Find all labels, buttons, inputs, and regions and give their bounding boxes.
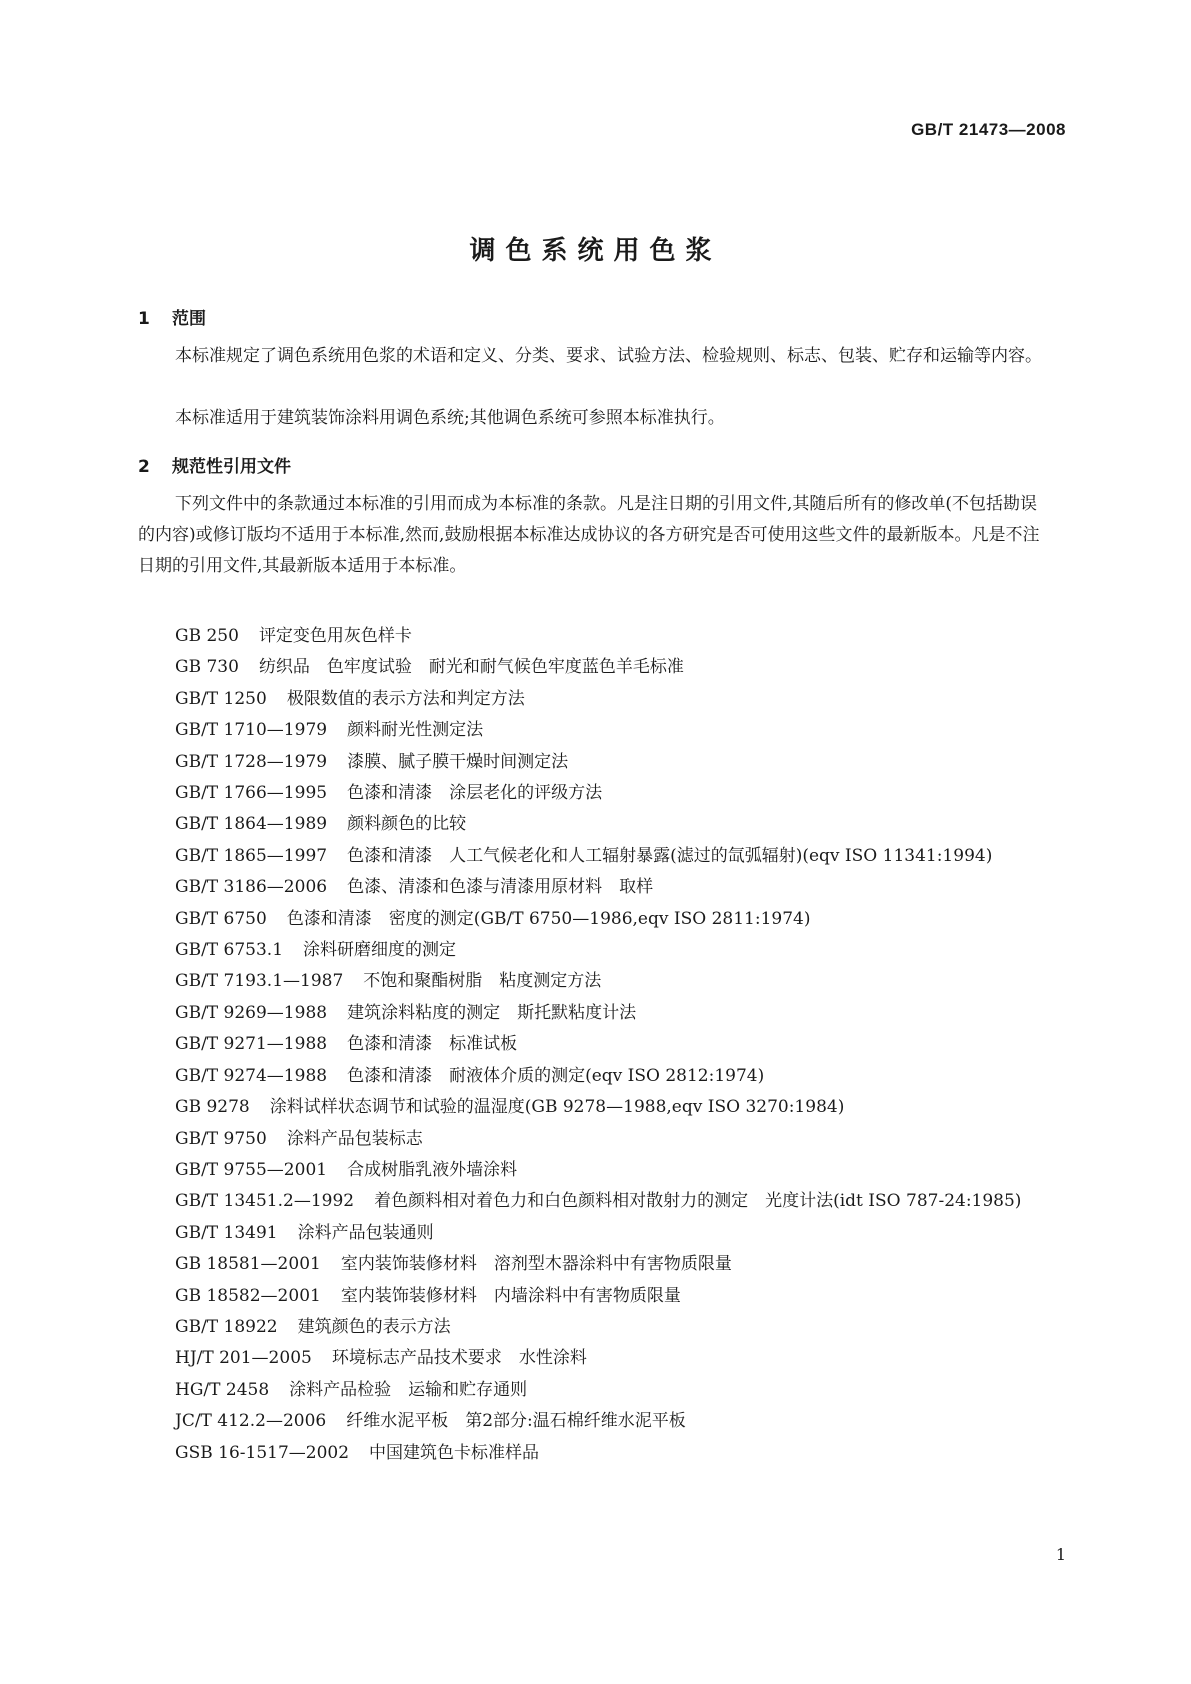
reference-code: GB/T 13491 <box>175 1222 278 1243</box>
reference-code: GB/T 9271—1988 <box>175 1034 328 1055</box>
reference-code: GB 250 <box>175 626 239 646</box>
reference-code: HJ/T 201—2005 <box>175 1348 312 1369</box>
reference-code: GB/T 6753.1 <box>175 940 284 961</box>
reference-item <box>138 1061 1050 1092</box>
reference-title: 不饱和聚酯树脂 粘度测定方法 <box>363 971 602 992</box>
reference-title: 着色颜料相对着色力和白色颜料相对散射力的测定 光度计法(idt ISO 787-24:1985) <box>374 1191 1022 1212</box>
reference-title: 室内装饰装修材料 内墙涂料中有害物质限量 <box>340 1285 681 1306</box>
reference-title: 极限数值的表示方法和判定方法 <box>286 688 525 709</box>
reference-item <box>138 1312 1050 1343</box>
standard-number: GB/T 21473—2008 <box>911 120 1066 139</box>
reference-code: GB 18581—2001 <box>175 1254 321 1275</box>
document-title: 调色系统用色浆 <box>469 236 722 266</box>
reference-title: 涂料产品包装通则 <box>297 1222 434 1243</box>
section-title: 规范性引用文件 <box>172 457 291 477</box>
reference-title: 色漆和清漆 涂层老化的评级方法 <box>347 783 603 804</box>
reference-item <box>138 1343 1050 1374</box>
reference-item <box>138 1281 1050 1312</box>
reference-code: GB/T 1766—1995 <box>175 783 328 804</box>
reference-item <box>138 652 1050 683</box>
reference-code: JC/T 412.2—2006 <box>175 1411 327 1432</box>
reference-item <box>138 966 1050 997</box>
reference-code: GB/T 7193.1—1987 <box>175 971 344 992</box>
reference-item <box>138 872 1050 903</box>
reference-code: GB 9278 <box>175 1097 250 1118</box>
reference-code: GB 18582—2001 <box>175 1285 321 1306</box>
reference-item <box>138 998 1050 1029</box>
reference-title: 合成树脂乳液外墙涂料 <box>347 1159 518 1180</box>
reference-item <box>138 809 1050 840</box>
reference-code: HG/T 2458 <box>175 1379 270 1400</box>
section-1-paragraph-2: 本标准适用于建筑装饰涂料用调色系统;其他调色系统可参照本标准执行。 <box>175 408 725 428</box>
reference-code: GB/T 13451.2—1992 <box>175 1191 355 1212</box>
reference-code: GB/T 9269—1988 <box>175 1002 328 1023</box>
reference-code: GB/T 9750 <box>175 1128 267 1149</box>
reference-code: GB/T 1728—1979 <box>175 751 328 772</box>
reference-title: 涂料试样状态调节和试验的温湿度(GB 9278—1988,eqv ISO 3270:1984) <box>269 1097 845 1118</box>
section-2-paragraph-1: 下列文件中的条款通过本标准的引用而成为本标准的条款。凡是注日期的引用文件,其随后所有的修改单(不包括勘误的内容)或修订版均不适用于本标准,然而,鼓励根据本标准达成协议的各方研究是否可使用这些文件的最新版本。凡是不注日期的引用文件,其最新版本适用于本标准。 <box>138 494 1040 576</box>
reference-item <box>138 1218 1050 1249</box>
reference-code: GB/T 9274—1988 <box>175 1065 328 1086</box>
reference-item <box>138 684 1050 715</box>
reference-code: GB/T 1864—1989 <box>175 814 328 835</box>
reference-item <box>138 1249 1050 1280</box>
reference-item <box>138 1029 1050 1060</box>
reference-code: GB/T 3186—2006 <box>175 877 328 898</box>
reference-title: 色漆、清漆和色漆与清漆用原材料 取样 <box>347 877 654 898</box>
reference-title: 建筑涂料粘度的测定 斯托默粘度计法 <box>347 1002 637 1023</box>
section-2-heading <box>138 452 291 477</box>
reference-title: 色漆和清漆 耐液体介质的测定(eqv ISO 2812:1974) <box>347 1065 765 1086</box>
reference-item <box>138 1092 1050 1123</box>
reference-title: 建筑颜色的表示方法 <box>297 1316 451 1337</box>
section-1-paragraph-1: 本标准规定了调色系统用色浆的术语和定义、分类、要求、试验方法、检验规则、标志、包装、贮存和运输等内容。 <box>175 346 1042 366</box>
section-number: 2 <box>138 457 150 477</box>
reference-title: 室内装饰装修材料 溶剂型木器涂料中有害物质限量 <box>340 1254 732 1275</box>
reference-item <box>138 1375 1050 1406</box>
reference-title: 环境标志产品技术要求 水性涂料 <box>331 1348 587 1369</box>
section-number: 1 <box>138 309 150 329</box>
reference-title: 涂料产品包装标志 <box>286 1128 423 1149</box>
section-1-heading <box>138 304 206 329</box>
reference-item <box>138 1155 1050 1186</box>
reference-item <box>138 621 1050 652</box>
reference-code: GB/T 6750 <box>175 908 267 929</box>
reference-title: 色漆和清漆 密度的测定(GB/T 6750—1986,eqv ISO 2811:1974) <box>286 908 811 929</box>
normative-references-list <box>138 621 1050 1469</box>
reference-code: GB/T 1250 <box>175 688 267 709</box>
reference-item <box>138 778 1050 809</box>
reference-code: GSB 16-1517—2002 <box>175 1442 350 1463</box>
reference-item <box>138 715 1050 746</box>
reference-title: 颜料耐光性测定法 <box>347 720 484 741</box>
reference-title: 纤维水泥平板 第2部分:温石棉纤维水泥平板 <box>346 1411 686 1432</box>
reference-code: GB/T 18922 <box>175 1316 278 1337</box>
reference-item <box>138 1186 1050 1217</box>
reference-item <box>138 747 1050 778</box>
reference-item <box>138 904 1050 935</box>
reference-title: 色漆和清漆 人工气候老化和人工辐射暴露(滤过的氙弧辐射)(eqv ISO 11341:1994) <box>347 845 993 866</box>
reference-item <box>138 935 1050 966</box>
reference-title: 中国建筑色卡标准样品 <box>369 1442 540 1463</box>
page-number: 1 <box>1055 1545 1066 1564</box>
reference-title: 涂料研磨细度的测定 <box>303 940 457 961</box>
reference-title: 涂料产品检验 运输和贮存通则 <box>289 1379 528 1400</box>
reference-code: GB/T 1710—1979 <box>175 720 328 741</box>
reference-title: 颜料颜色的比较 <box>347 814 467 835</box>
reference-item <box>138 1406 1050 1437</box>
reference-item <box>138 841 1050 872</box>
reference-code: GB/T 1865—1997 <box>175 845 328 866</box>
reference-title: 色漆和清漆 标准试板 <box>347 1034 518 1055</box>
section-title: 范围 <box>172 309 206 329</box>
reference-title: 纺织品 色牢度试验 耐光和耐气候色牢度蓝色羊毛标准 <box>258 657 684 678</box>
reference-title: 评定变色用灰色样卡 <box>258 626 412 646</box>
reference-title: 漆膜、腻子膜干燥时间测定法 <box>347 751 569 772</box>
reference-code: GB/T 9755—2001 <box>175 1159 328 1180</box>
reference-code: GB 730 <box>175 657 239 678</box>
reference-item <box>138 1124 1050 1155</box>
reference-item <box>138 1438 1050 1469</box>
